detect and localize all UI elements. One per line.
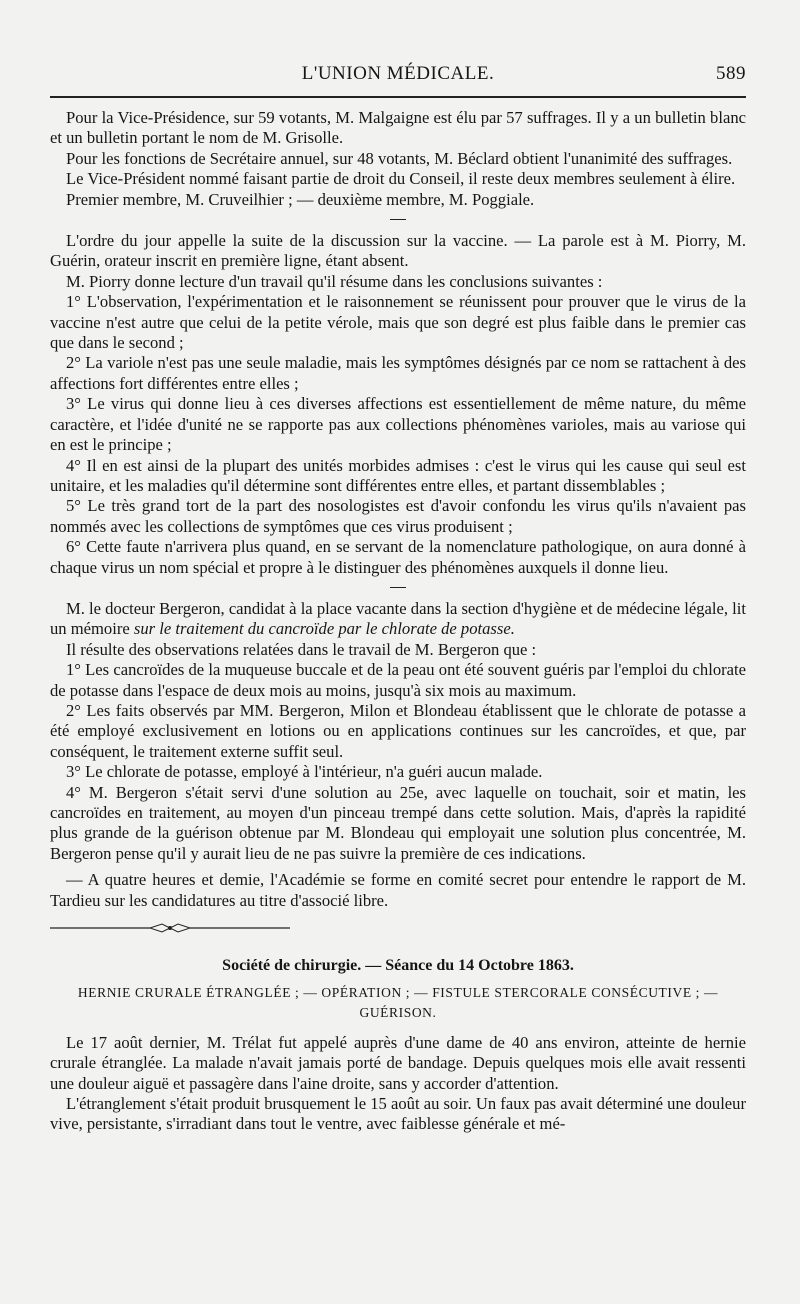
paragraph: L'étranglement s'était produit brusquement le 15 août au soir. Un faux pas avait déterminé une douleur vive, persistante, s'irradiant dans tout le ventre, avec faiblesse générale et mé- [50,1094,746,1134]
page-number: 589 [716,63,746,84]
conclusion-item: 4° Il en est ainsi de la plupart des unités morbides admises : c'est le virus qui les cause qui seul est unitaire, et les maladies qu'il détermine sont différentes entre elles, et partant dissemblables ; [50,455,746,495]
paragraph [50,599,746,640]
conclusion-item: 3° Le virus qui donne lieu à ces diverses affections est essentiellement de même nature, du même caractère, et l'idée d'unité ne se rapporte pas aux collections phénomènes varioles, mais au variose qui en est le principe ; [50,394,746,455]
result-item: 2° Les faits observés par MM. Bergeron, Milon et Blondeau établissent que le chlorate de potasse a été employé exclusivement en lotions ou en applications continues sur les cancroïdes, et que, par conséquent, le traitement externe suffit seul. [50,700,746,761]
case-title: HERNIE CRURALE ÉTRANGLÉE ; — OPÉRATION ; — FISTULE STERCORALE CONSÉCUTIVE ; — GUÉRISON. [77,984,719,1020]
result-item: 1° Les cancroïdes de la muqueuse buccale et de la peau ont été souvent guéris par l'emploi du chlorate de potasse dans l'espace de deux mois au moins, jusqu'à six mois au maximum. [50,660,746,700]
paragraph: Il résulte des observations relatées dans le travail de M. Bergeron que : [66,639,537,659]
paragraph: L'ordre du jour appelle la suite de la discussion sur la vaccine. — La parole est à M. Piorry, M. Guérin, orateur inscrit en première ligne, étant absent. [50,231,746,271]
section-separator [390,587,406,588]
paragraph: M. Piorry donne lecture d'un travail qu'il résume dans les conclusions suivantes : [66,271,603,291]
surgery-society-report [50,956,746,1134]
conclusion-item: 2° La variole n'est pas une seule maladie, mais les symptômes désignés par ce nom se rattachent à des affections fort différentes entre elles ; [50,353,746,393]
memoir-title: sur le traitement du cancroïde par le chlorate de potasse. [133,619,515,639]
result-item: 4° M. Bergeron s'était servi d'une solution au 25e, avec laquelle on touchait, soir et matin, les cancroïdes en traitement, au moyen d'un pinceau trempé dans cette solution. Mais, d'après la rapidité plus grande de la guérison obtenue par M. Blondeau qui employait une solution plus concentrée, M. Bergeron pense qu'il y aurait lieu de ne pas suivre la première de ces indications. [50,782,746,863]
paragraph: Pour les fonctions de Secrétaire annuel, sur 48 votants, M. Béclard obtient l'unanimité des suffrages. [66,148,733,168]
society-heading: Société de chirurgie. — Séance du 14 Octobre 1863. [222,957,574,975]
running-header [50,58,746,92]
conclusion-item: 6° Cette faute n'arrivera plus quand, en se servant de la nomenclature pathologique, on aura donné à chaque virus un nom spécial et propre à le distinguer des phénomènes auxquels il donne lieu. [50,537,746,577]
vaccine-discussion [50,231,746,578]
ornamental-rule [50,921,290,935]
memoir-intro: M. le docteur Bergeron, candidat à la place vacante dans la section d'hygiène et de médecine légale, lit un mémoire [50,598,746,639]
paragraph: Premier membre, M. Cruveilhier ; — deuxième membre, M. Poggiale. [66,189,535,209]
paragraph: Le Vice-Président nommé faisant partie de droit du Conseil, il reste deux membres seulement à élire. [66,169,736,189]
section-separator [390,219,406,220]
paragraph: — A quatre heures et demie, l'Académie se forme en comité secret pour entendre le rapport de M. Tardieu sur les candidatures au titre d'associé libre. [50,870,746,910]
election-results [50,108,746,210]
conclusion-item: 5° Le très grand tort de la part des nosologistes est d'avoir confondu les virus qu'ils n'avaient pas nommés avec les collections de symptômes que ces virus produisent ; [50,496,746,536]
conclusion-item: 1° L'observation, l'expérimentation et le raisonnement se réunissent pour prouver que le virus de la vaccine n'est autre que celui de la petite vérole, mais que son degré est plus faible dans le premier cas que dans le second ; [50,292,746,353]
paragraph: Le 17 août dernier, M. Trélat fut appelé auprès d'une dame de 40 ans environ, atteinte de hernie crurale étranglée. La malade n'avait jamais porté de bandage. Depuis quelques mois elle avait ressenti une douleur aiguë et passagère dans l'aine droite, sans y accorder d'attention. [50,1032,746,1093]
header-rule [50,96,746,98]
bergeron-memoir [50,599,746,911]
paragraph: Pour la Vice-Présidence, sur 59 votants, M. Malgaigne est élu par 57 suffrages. Il y a un bulletin blanc et un bulletin portant le nom de M. Grisolle. [50,108,746,148]
result-item: 3° Le chlorate de potasse, employé à l'intérieur, n'a guéri aucun malade. [66,762,543,782]
journal-title: L'UNION MÉDICALE. [301,63,495,84]
